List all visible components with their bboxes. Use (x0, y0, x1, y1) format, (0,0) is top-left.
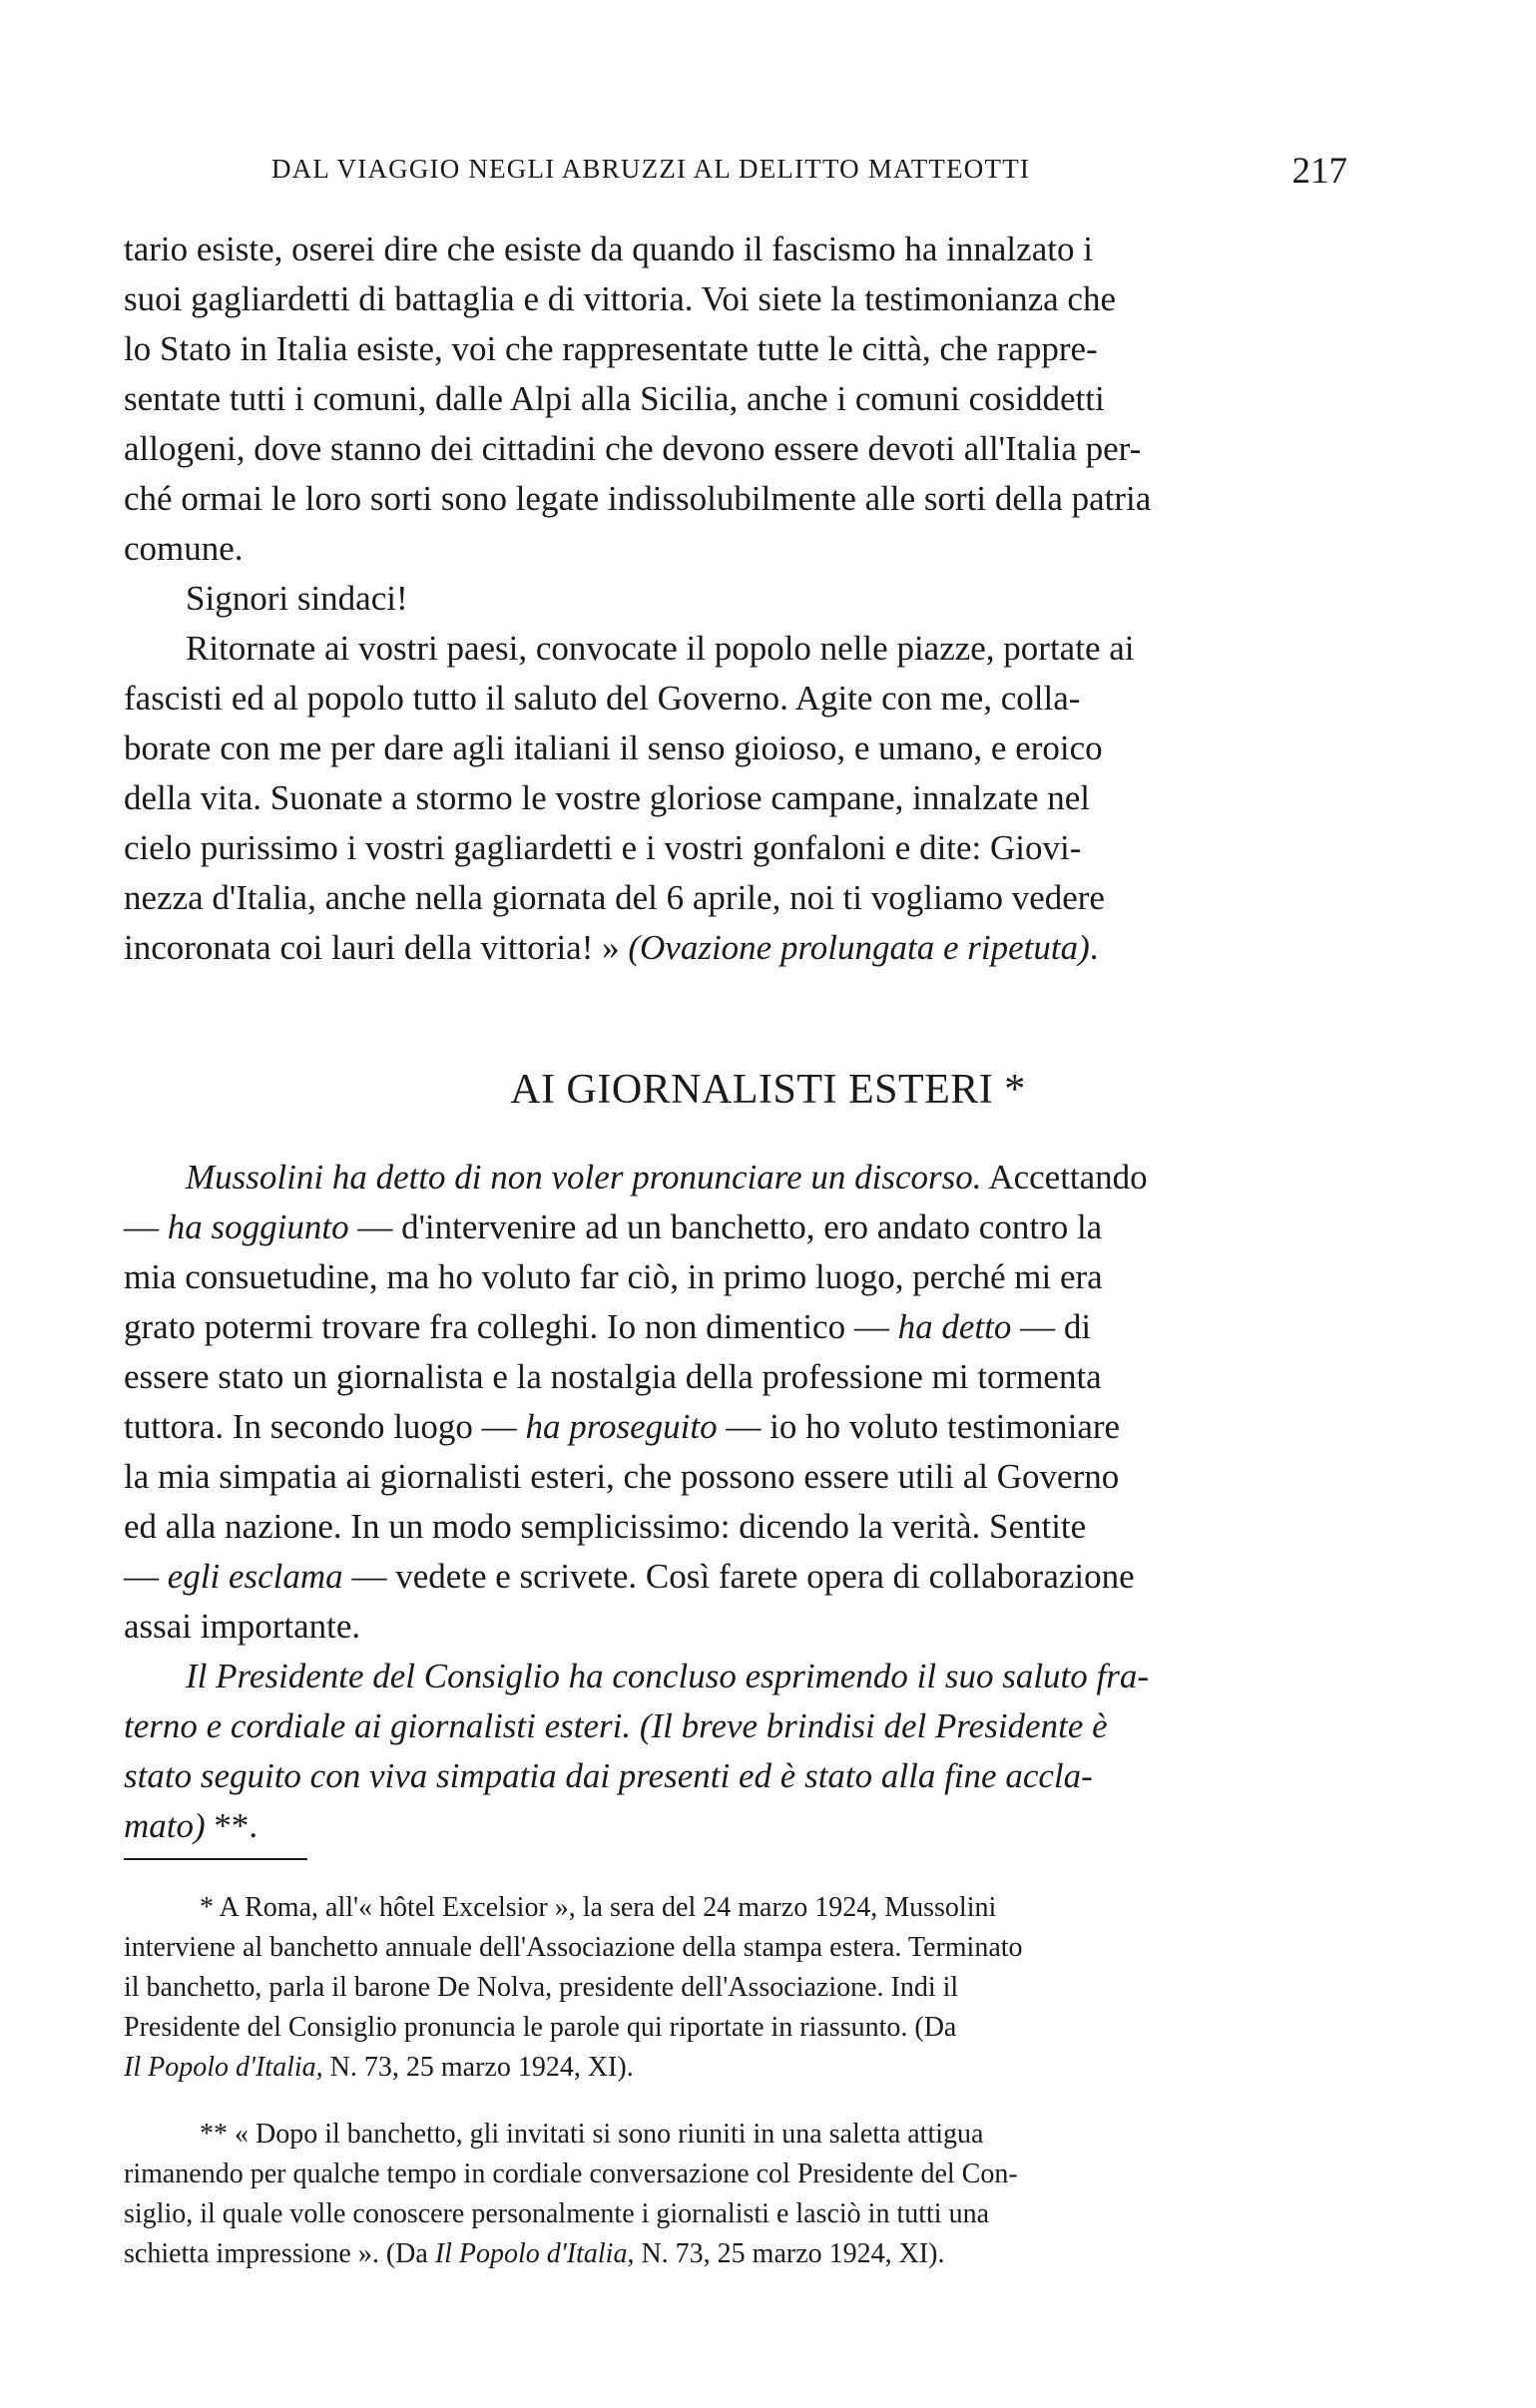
text-run: grato potermi trovare fra colleghi. Io non dimentico — (124, 1307, 898, 1346)
narration: egli esclama (167, 1557, 343, 1596)
text-run: incoronata coi lauri della vittoria! » (124, 928, 629, 967)
text-line (124, 1559, 1135, 1594)
text-run: . (1089, 928, 1099, 967)
footnote-line: ** « Dopo il banchetto, gli invitati si sono riuniti in una saletta attigua (200, 2119, 984, 2150)
footnote-line (124, 2054, 634, 2082)
narration: stato seguito con viva simpatia dai presenti ed è stato alla fine accla- (124, 1756, 1093, 1795)
page-number: 217 (1291, 151, 1347, 192)
text-line: mia consuetudine, ma ho voluto far ciò, in primo luogo, perché mi era (124, 1257, 1103, 1296)
running-head (124, 150, 1347, 200)
text-line (186, 1160, 1148, 1195)
footnote-divider (124, 1858, 307, 1860)
text-run: N. 73, 25 marzo 1924, XI). (634, 2238, 945, 2269)
text-line: fascisti ed al popolo tutto il saluto del Governo. Agite con me, colla- (124, 679, 1081, 718)
footnote-marker: **. (205, 1806, 258, 1845)
narration: ha soggiunto (167, 1207, 349, 1246)
narration: Il Presidente del Consiglio ha concluso esprimendo il suo saluto fra- (186, 1657, 1150, 1695)
section-heading: AI GIORNALISTI ESTERI * (510, 1067, 1026, 1113)
narration: ha detto (897, 1307, 1012, 1346)
text-line: Signori sindaci! (186, 579, 408, 618)
text-line: ché ormai le loro sorti sono legate indissolubilmente alle sorti della patria (124, 479, 1152, 518)
text-run: — vedete e scrivete. Così farete opera di collaborazione (342, 1557, 1135, 1596)
text-line: allogeni, dove stanno dei cittadini che devono essere devoti all'Italia per- (124, 429, 1142, 468)
narration: Mussolini ha detto di non voler pronunciare un discorso. (186, 1158, 982, 1197)
text-run: schietta impressione ». (Da (124, 2238, 435, 2269)
footnote-line: * A Roma, all'« hôtel Excelsior », la sera del 24 marzo 1924, Mussolini (200, 1892, 997, 1923)
text-line: ed alla nazione. In un modo semplicissimo: dicendo la verità. Sentite (124, 1507, 1087, 1546)
text-line: essere stato un giornalista e la nostalgia della professione mi tormenta (124, 1357, 1102, 1396)
stage-direction: (Ovazione prolungata e ripetuta) (628, 928, 1090, 967)
text-line: della vita. Suonate a stormo le vostre gloriose campane, innalzate nel (124, 778, 1091, 817)
narration: mato) (124, 1806, 206, 1845)
text-line: comune. (124, 529, 244, 568)
source-title: Il Popolo d'Italia, (124, 2052, 323, 2083)
text-line: Ritornate ai vostri paesi, convocate il popolo nelle piazze, portate ai (186, 629, 1135, 668)
footnote-line: siglio, il quale volle conoscere personalmente i giornalisti e lasciò in tutti una (124, 2198, 990, 2229)
text-line: sentate tutti i comuni, dalle Alpi alla Sicilia, anche i comuni cosiddetti (124, 379, 1105, 418)
text-line: suoi gagliardetti di battaglia e di vittoria. Voi siete la testimonianza che (124, 279, 1116, 318)
narration: ha proseguito (525, 1407, 718, 1446)
text-line: tario esiste, oserei dire che esiste da quando il fascismo ha innalzato i (124, 230, 1093, 268)
text-run: Accettando (981, 1158, 1148, 1197)
text-line (124, 930, 1099, 965)
text-line: nezza d'Italia, anche nella giornata del 6 aprile, noi ti vogliamo vedere (124, 878, 1105, 917)
source-title: Il Popolo d'Italia, (434, 2238, 635, 2269)
text-run: N. 73, 25 marzo 1924, XI). (322, 2052, 634, 2083)
text-run: tuttora. In secondo luogo — (124, 1407, 526, 1446)
footnote-line: rimanendo per qualche tempo in cordiale conversazione col Presidente del Con- (124, 2159, 1018, 2189)
text-line (124, 1808, 257, 1843)
text-line (124, 1708, 1108, 1743)
text-line (124, 1758, 1093, 1793)
text-run: — io ho voluto testimoniare (717, 1407, 1121, 1446)
footnote-line: Presidente del Consiglio pronuncia le parole qui riportate in riassunto. (Da (124, 2012, 957, 2043)
text-line (124, 1409, 1120, 1444)
text-line (124, 1309, 1091, 1344)
text-run: — (124, 1557, 168, 1596)
footnote-line: il banchetto, parla il barone De Nolva, presidente dell'Associazione. Indi il (124, 1972, 959, 2003)
text-line: borate con me per dare agli italiani il senso gioioso, e umano, e eroico (124, 728, 1103, 767)
text-line: assai importante. (124, 1607, 361, 1646)
text-line (124, 1209, 1102, 1244)
running-title: DAL VIAGGIO NEGLI ABRUZZI AL DELITTO MATTEOTTI (271, 154, 1031, 184)
text-line: cielo purissimo i vostri gagliardetti e i vostri gonfaloni e dite: Giovi- (124, 828, 1082, 867)
text-line: lo Stato in Italia esiste, voi che rappresentate tutte le città, che rappre- (124, 329, 1098, 368)
text-line (186, 1659, 1149, 1693)
footnote-line: interviene al banchetto annuale dell'Associazione della stampa estera. Terminato (124, 1932, 1023, 1963)
text-run: — di (1011, 1307, 1092, 1346)
narration: terno e cordiale ai giornalisti esteri. (Il breve brindisi del Presidente è (124, 1706, 1108, 1745)
text-line: la mia simpatia ai giornalisti esteri, che possono essere utili al Governo (124, 1457, 1120, 1496)
footnote-line (124, 2240, 945, 2268)
text-run: — d'intervenire ad un banchetto, ero andato contro la (348, 1207, 1103, 1246)
text-run: — (124, 1207, 168, 1246)
